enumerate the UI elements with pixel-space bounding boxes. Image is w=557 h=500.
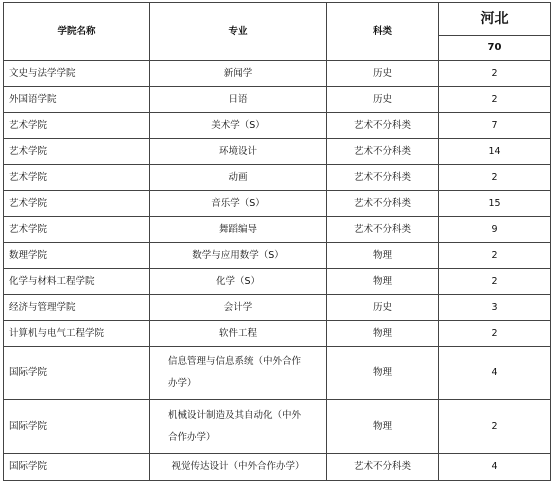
cell-category: 物理 bbox=[327, 243, 439, 269]
cell-count: 4 bbox=[439, 347, 551, 400]
cell-category: 艺术不分科类 bbox=[327, 113, 439, 139]
cell-count: 15 bbox=[439, 191, 551, 217]
cell-category: 艺术不分科类 bbox=[327, 165, 439, 191]
cell-category: 物理 bbox=[327, 321, 439, 347]
cell-major bbox=[150, 347, 327, 400]
cell-major: 音乐学（S） bbox=[150, 191, 327, 217]
cell-school: 文史与法学学院 bbox=[4, 61, 150, 87]
header-region: 河北 bbox=[439, 3, 551, 36]
cell-school: 数理学院 bbox=[4, 243, 150, 269]
cell-category: 历史 bbox=[327, 295, 439, 321]
cell-school: 艺术学院 bbox=[4, 113, 150, 139]
cell-count: 4 bbox=[439, 454, 551, 481]
cell-category: 物理 bbox=[327, 347, 439, 400]
cell-major-text: 信息管理与信息系统（中外合作办学） bbox=[168, 356, 302, 389]
cell-major: 软件工程 bbox=[150, 321, 327, 347]
cell-category: 艺术不分科类 bbox=[327, 191, 439, 217]
admission-plan-table bbox=[3, 2, 551, 481]
table-row bbox=[4, 454, 551, 481]
header-category: 科类 bbox=[327, 3, 439, 61]
cell-school: 艺术学院 bbox=[4, 165, 150, 191]
table-row bbox=[4, 243, 551, 269]
cell-major: 动画 bbox=[150, 165, 327, 191]
cell-category: 物理 bbox=[327, 400, 439, 454]
cell-count: 2 bbox=[439, 243, 551, 269]
cell-count: 3 bbox=[439, 295, 551, 321]
cell-school: 经济与管理学院 bbox=[4, 295, 150, 321]
table-row bbox=[4, 165, 551, 191]
table-row bbox=[4, 217, 551, 243]
cell-school: 计算机与电气工程学院 bbox=[4, 321, 150, 347]
cell-count: 2 bbox=[439, 61, 551, 87]
cell-major-text: 机械设计制造及其自动化（中外合作办学） bbox=[168, 409, 302, 443]
cell-major: 数学与应用数学（S） bbox=[150, 243, 327, 269]
cell-major: 化学（S） bbox=[150, 269, 327, 295]
admission-table-container bbox=[3, 2, 551, 481]
table-row bbox=[4, 113, 551, 139]
cell-count: 2 bbox=[439, 400, 551, 454]
cell-major: 新闻学 bbox=[150, 61, 327, 87]
cell-category: 艺术不分科类 bbox=[327, 217, 439, 243]
header-school: 学院名称 bbox=[4, 3, 150, 61]
cell-count: 14 bbox=[439, 139, 551, 165]
table-row bbox=[4, 269, 551, 295]
cell-major: 美术学（S） bbox=[150, 113, 327, 139]
table-row bbox=[4, 347, 551, 400]
cell-major: 环境设计 bbox=[150, 139, 327, 165]
cell-school: 艺术学院 bbox=[4, 139, 150, 165]
table-row bbox=[4, 191, 551, 217]
cell-major bbox=[150, 400, 327, 454]
cell-count: 2 bbox=[439, 269, 551, 295]
table-row bbox=[4, 400, 551, 454]
table-row bbox=[4, 61, 551, 87]
cell-count: 7 bbox=[439, 113, 551, 139]
cell-school: 艺术学院 bbox=[4, 191, 150, 217]
header-row bbox=[4, 3, 551, 36]
table-row bbox=[4, 295, 551, 321]
cell-category: 艺术不分科类 bbox=[327, 139, 439, 165]
cell-category: 历史 bbox=[327, 87, 439, 113]
cell-school: 外国语学院 bbox=[4, 87, 150, 113]
table-row bbox=[4, 321, 551, 347]
cell-school: 国际学院 bbox=[4, 400, 150, 454]
cell-category: 艺术不分科类 bbox=[327, 454, 439, 481]
cell-school: 国际学院 bbox=[4, 454, 150, 481]
cell-major: 会计学 bbox=[150, 295, 327, 321]
header-major: 专业 bbox=[150, 3, 327, 61]
cell-major: 视觉传达设计（中外合作办学） bbox=[150, 454, 327, 481]
cell-major: 舞蹈编导 bbox=[150, 217, 327, 243]
cell-count: 9 bbox=[439, 217, 551, 243]
cell-count: 2 bbox=[439, 321, 551, 347]
cell-major: 日语 bbox=[150, 87, 327, 113]
cell-school: 艺术学院 bbox=[4, 217, 150, 243]
table-row bbox=[4, 87, 551, 113]
cell-category: 历史 bbox=[327, 61, 439, 87]
cell-count: 2 bbox=[439, 87, 551, 113]
cell-school: 国际学院 bbox=[4, 347, 150, 400]
cell-school: 化学与材料工程学院 bbox=[4, 269, 150, 295]
header-total: 70 bbox=[439, 36, 551, 61]
cell-count: 2 bbox=[439, 165, 551, 191]
table-row bbox=[4, 139, 551, 165]
cell-category: 物理 bbox=[327, 269, 439, 295]
